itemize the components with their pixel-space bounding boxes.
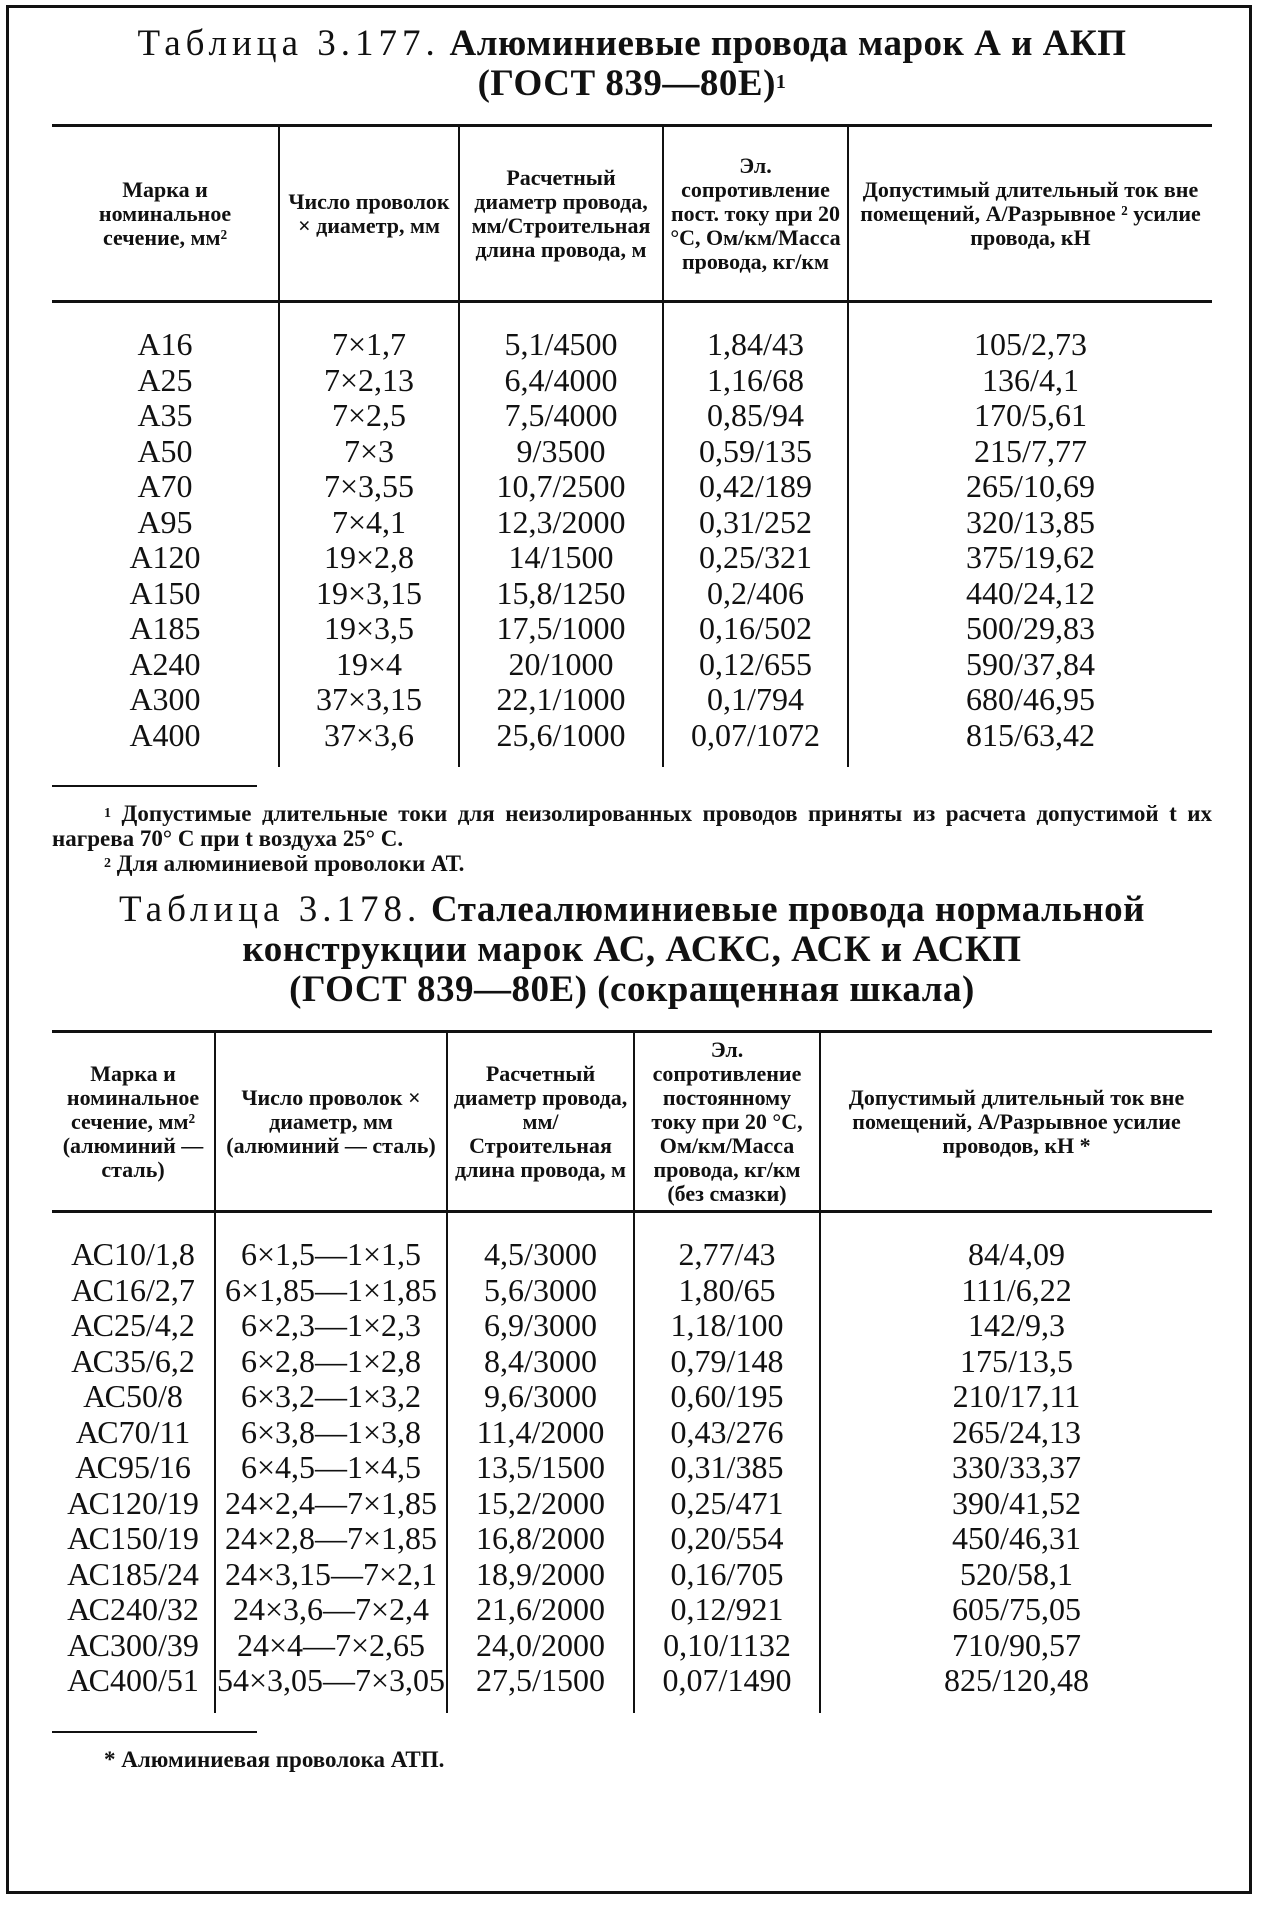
table-177-cell-current: 500/29,83 <box>848 611 1212 647</box>
table-177-header-resistance: Эл. сопротивление пост. току при 20 °С, Ом/км/Масса провода, кг/км <box>663 126 848 302</box>
table-178-header-mark: Марка и номинальное сечение, мм² (алюминий — сталь) <box>62 1060 204 1182</box>
table-178-cell-mark: АС50/8 <box>83 1378 183 1414</box>
table-178-row <box>52 1663 1212 1699</box>
table-177-cell-resistance: 0,31/252 <box>663 505 848 541</box>
table-178-cell-current: 175/13,5 <box>820 1344 1212 1380</box>
table-178-cell-wires: 6×3,8—1×3,8 <box>215 1415 447 1451</box>
table-177-cell-wires: 7×2,13 <box>279 363 459 399</box>
table-177-cell-current: 170/5,61 <box>848 398 1212 434</box>
table-178-cell-diameter: 24,0/2000 <box>447 1628 634 1664</box>
table-178-row <box>52 1379 1212 1415</box>
table-177-cell-current: 265/10,69 <box>848 469 1212 505</box>
table-177-header-mark: Марка и номинальное сечение, мм² <box>98 176 232 250</box>
table-178-cell-resistance: 1,18/100 <box>634 1308 820 1344</box>
table-178-cell-wires: 6×4,5—1×4,5 <box>215 1450 447 1486</box>
table-178-title-line-2: конструкции марок АС, АСКС, АСК и АСКП <box>242 929 1022 970</box>
table-178-cell-current: 265/24,13 <box>820 1415 1212 1451</box>
page-frame <box>6 5 1252 1894</box>
table-178-row <box>52 1557 1212 1593</box>
table-177-label: Таблица 3.177. <box>137 23 440 64</box>
table-178-row <box>52 1628 1212 1664</box>
table-177-cell-resistance: 0,25/321 <box>663 540 848 576</box>
table-177-cell-mark: А150 <box>129 574 201 611</box>
table-177-row <box>52 576 1212 612</box>
table-177-row <box>52 363 1212 399</box>
table-178-cell-resistance: 0,16/705 <box>634 1557 820 1593</box>
table-178-cell-mark: АС150/19 <box>67 1520 199 1556</box>
table-177-footnote-1-text: Допустимые длительные токи для неизолированных проводов приняты из расчета допустимой t их нагрева 70° С при t воздуха 25° С. <box>52 801 1212 851</box>
table-178-cell-resistance: 0,31/385 <box>634 1450 820 1486</box>
table-177-cell-mark: А95 <box>137 503 193 540</box>
table-177-cell-current: 590/37,84 <box>848 647 1212 683</box>
table-178-cell-mark: АС10/1,8 <box>71 1236 195 1272</box>
table-177-cell-resistance: 0,59/135 <box>663 434 848 470</box>
table-177-cell-diameter: 10,7/2500 <box>459 469 663 505</box>
table-177-title: Алюминиевые провода марок А и АКП <box>449 23 1127 64</box>
table-177-cell-wires: 7×4,1 <box>279 505 459 541</box>
table-178 <box>52 1030 1212 1713</box>
table-178-cell-current: 142/9,3 <box>820 1308 1212 1344</box>
table-178-footnotes <box>52 1747 1212 1772</box>
table-178-cell-mark: АС70/11 <box>75 1413 191 1450</box>
table-178-cell-mark: АС300/39 <box>67 1626 199 1663</box>
table-178-cell-diameter: 9,6/3000 <box>447 1379 634 1415</box>
table-178-cell-diameter: 6,9/3000 <box>447 1308 634 1344</box>
table-178-footnote: * Алюминиевая проволока АТП. <box>104 1746 445 1772</box>
table-178-cell-current: 520/58,1 <box>820 1557 1212 1593</box>
table-178-cell-resistance: 1,80/65 <box>634 1273 820 1309</box>
table-178-row <box>52 1521 1212 1557</box>
table-177-cell-wires: 19×4 <box>279 647 459 683</box>
table-178-cell-wires: 6×2,8—1×2,8 <box>215 1344 447 1380</box>
table-178-cell-current: 710/90,57 <box>820 1628 1212 1664</box>
table-178-caption <box>52 890 1212 1010</box>
table-177-row <box>52 611 1212 647</box>
table-178-cell-current: 330/33,37 <box>820 1450 1212 1486</box>
table-177-cell-wires: 37×3,6 <box>279 718 459 754</box>
table-178-cell-wires: 24×3,6—7×2,4 <box>215 1592 447 1628</box>
table-178-cell-diameter: 8,4/3000 <box>447 1344 634 1380</box>
table-177-cell-current: 375/19,62 <box>848 540 1212 576</box>
table-178-row <box>52 1344 1212 1380</box>
table-178-cell-wires: 24×2,8—7×1,85 <box>215 1521 447 1557</box>
table-177-cell-current: 105/2,73 <box>848 327 1212 363</box>
table-177-row <box>52 469 1212 505</box>
table-178-row <box>52 1415 1212 1451</box>
table-177-cell-current: 815/63,42 <box>848 718 1212 754</box>
table-178-cell-wires: 54×3,05—7×3,05 <box>216 1662 446 1698</box>
table-178-spacer-bottom <box>52 1699 1212 1713</box>
table-178-cell-resistance: 0,07/1490 <box>634 1663 820 1699</box>
table-177-cell-resistance: 0,42/189 <box>663 469 848 505</box>
table-177-caption <box>52 24 1212 104</box>
table-177-cell-resistance: 1,84/43 <box>663 327 848 363</box>
table-178-cell-diameter: 4,5/3000 <box>447 1237 634 1273</box>
table-177-row <box>52 398 1212 434</box>
table-177-cell-mark: А16 <box>137 326 193 362</box>
table-178-title-line-1: Сталеалюминиевые провода нормальной <box>430 889 1146 930</box>
table-177-cell-diameter: 15,8/1250 <box>459 576 663 612</box>
table-177-cell-resistance: 1,16/68 <box>663 363 848 399</box>
table-177-row <box>52 434 1212 470</box>
table-177-footnote-2-text: Для алюминиевой проволоки АТ. <box>116 851 465 876</box>
table-178-cell-mark: АС400/51 <box>67 1662 199 1698</box>
table-177-body <box>52 302 1212 768</box>
table-177-spacer-top <box>52 302 1212 328</box>
table-178-cell-current: 605/75,05 <box>820 1592 1212 1628</box>
table-177-cell-wires: 7×2,5 <box>279 398 459 434</box>
table-178-cell-resistance: 0,79/148 <box>634 1344 820 1380</box>
table-178-cell-mark: АС240/32 <box>67 1591 199 1627</box>
table-178-cell-resistance: 0,25/471 <box>634 1486 820 1522</box>
table-178-cell-resistance: 0,10/1132 <box>634 1628 820 1664</box>
table-177-cell-current: 136/4,1 <box>848 363 1212 399</box>
table-177-header-wires: Число проволок × диаметр, мм <box>279 126 459 302</box>
table-178-footnote-rule <box>52 1731 257 1733</box>
table-178-row <box>52 1308 1212 1344</box>
table-177-cell-mark: А120 <box>129 539 201 575</box>
table-177-cell-diameter: 7,5/4000 <box>459 398 663 434</box>
table-178-cell-diameter: 15,2/2000 <box>447 1486 634 1522</box>
table-177-cell-resistance: 0,16/502 <box>663 611 848 647</box>
table-177-row <box>52 718 1212 754</box>
table-178-cell-resistance: 2,77/43 <box>634 1237 820 1273</box>
table-177-cell-mark: А300 <box>129 681 201 717</box>
table-177-footnotes <box>52 801 1212 876</box>
table-177-footnote-1 <box>52 801 1212 851</box>
table-177-cell-wires: 19×3,15 <box>279 576 459 612</box>
table-177-gost: (ГОСТ 839—80Е) <box>477 63 776 104</box>
table-177-cell-current: 215/7,77 <box>848 434 1212 470</box>
table-177-footnote-ref: 1 <box>775 71 787 93</box>
table-178-header-resistance: Эл. сопротивление постоянному току при 20 °С, Ом/км/Масса провода, кг/км (без смазки) <box>634 1032 820 1212</box>
table-177-cell-diameter: 17,5/1000 <box>459 611 663 647</box>
table-177-cell-mark: А400 <box>129 716 201 753</box>
table-177-cell-resistance: 0,85/94 <box>663 398 848 434</box>
table-178-cell-resistance: 0,12/921 <box>634 1592 820 1628</box>
table-177-header-row <box>52 126 1212 302</box>
table-178-cell-diameter: 16,8/2000 <box>447 1521 634 1557</box>
table-178-cell-diameter: 27,5/1500 <box>447 1663 634 1699</box>
table-178-cell-mark: АС35/6,2 <box>71 1342 195 1379</box>
table-177-cell-diameter: 6,4/4000 <box>459 363 663 399</box>
table-177-cell-current: 680/46,95 <box>848 682 1212 718</box>
table-177-cell-diameter: 14/1500 <box>459 540 663 576</box>
table-177-cell-wires: 19×2,8 <box>279 540 459 576</box>
table-178-header-diameter: Расчетный диаметр провода, мм/Строительная длина провода, м <box>447 1032 634 1212</box>
table-177-cell-mark: А50 <box>137 432 193 469</box>
table-178-cell-current: 210/17,11 <box>820 1379 1212 1415</box>
table-177-cell-current: 320/13,85 <box>848 505 1212 541</box>
table-178-body <box>52 1212 1212 1713</box>
table-177-row <box>52 327 1212 363</box>
table-178-cell-diameter: 13,5/1500 <box>447 1450 634 1486</box>
table-178-cell-current: 450/46,31 <box>820 1521 1212 1557</box>
table-177-cell-diameter: 20/1000 <box>459 647 663 683</box>
table-177-header-current: Допустимый длительный ток вне помещений, А/Разрывное ² усилие провода, кН <box>848 126 1212 302</box>
table-178-cell-current: 825/120,48 <box>820 1663 1212 1699</box>
table-178-cell-wires: 24×2,4—7×1,85 <box>215 1486 447 1522</box>
table-177-row <box>52 540 1212 576</box>
table-177-cell-resistance: 0,1/794 <box>663 682 848 718</box>
table-177-cell-mark: А185 <box>129 610 201 646</box>
table-178-cell-current: 84/4,09 <box>820 1237 1212 1273</box>
table-178-row <box>52 1486 1212 1522</box>
table-177-cell-wires: 7×1,7 <box>279 327 459 363</box>
table-178-cell-diameter: 11,4/2000 <box>447 1415 634 1451</box>
table-177-cell-resistance: 0,12/655 <box>663 647 848 683</box>
table-178-label: Таблица 3.178. <box>118 889 422 930</box>
page-content <box>52 8 1212 1772</box>
table-177-cell-mark: А25 <box>137 361 193 398</box>
table-177 <box>52 124 1212 767</box>
table-177-cell-wires: 19×3,5 <box>279 611 459 647</box>
table-177-cell-resistance: 0,2/406 <box>663 576 848 612</box>
table-178-cell-mark: АС185/24 <box>67 1555 199 1592</box>
table-177-cell-mark: А240 <box>129 645 201 682</box>
table-177-cell-mark: А70 <box>137 468 193 504</box>
table-178-spacer-top <box>52 1212 1212 1238</box>
table-178-cell-resistance: 0,43/276 <box>634 1415 820 1451</box>
table-178-cell-diameter: 5,6/3000 <box>447 1273 634 1309</box>
table-178-row <box>52 1237 1212 1273</box>
table-178-cell-wires: 24×3,15—7×2,1 <box>215 1557 447 1593</box>
table-177-spacer-bottom <box>52 753 1212 767</box>
table-177-row <box>52 505 1212 541</box>
table-178-title-line-3: (ГОСТ 839—80Е) (сокращенная шкала) <box>289 969 975 1010</box>
table-178-cell-mark: АС25/4,2 <box>71 1307 195 1343</box>
table-177-footnote-2-mark: 2 <box>104 856 111 871</box>
table-178-cell-wires: 24×4—7×2,65 <box>215 1628 447 1664</box>
table-178-header-row <box>52 1032 1212 1212</box>
table-177-footnote-2 <box>52 851 1212 876</box>
table-178-cell-wires: 6×1,85—1×1,85 <box>215 1273 447 1309</box>
table-177-cell-diameter: 22,1/1000 <box>459 682 663 718</box>
table-178-header-wires: Число проволок × диаметр, мм (алюминий — сталь) <box>215 1032 447 1212</box>
table-177-cell-current: 440/24,12 <box>848 576 1212 612</box>
table-177-cell-diameter: 5,1/4500 <box>459 327 663 363</box>
table-177-cell-resistance: 0,07/1072 <box>663 718 848 754</box>
table-177-row <box>52 647 1212 683</box>
table-177-cell-wires: 7×3 <box>279 434 459 470</box>
table-177-cell-mark: А35 <box>137 397 193 433</box>
table-177-cell-wires: 37×3,15 <box>279 682 459 718</box>
table-178-header-current: Допустимый длительный ток вне помещений, А/Разрывное усилие проводов, кН * <box>820 1032 1212 1212</box>
table-178-cell-wires: 6×2,3—1×2,3 <box>215 1308 447 1344</box>
table-178-cell-resistance: 0,20/554 <box>634 1521 820 1557</box>
table-178-cell-current: 390/41,52 <box>820 1486 1212 1522</box>
table-178-cell-mark: АС95/16 <box>75 1449 191 1485</box>
table-177-footnote-1-mark: 1 <box>104 806 111 821</box>
table-177-cell-diameter: 9/3500 <box>459 434 663 470</box>
table-178-row <box>52 1592 1212 1628</box>
table-178-cell-diameter: 18,9/2000 <box>447 1557 634 1593</box>
table-178-cell-wires: 6×3,2—1×3,2 <box>215 1379 447 1415</box>
table-178-cell-diameter: 21,6/2000 <box>447 1592 634 1628</box>
table-178-cell-mark: АС120/19 <box>67 1484 199 1521</box>
table-178-cell-resistance: 0,60/195 <box>634 1379 820 1415</box>
table-178-cell-wires: 6×1,5—1×1,5 <box>215 1237 447 1273</box>
table-177-header-diameter: Расчетный диаметр провода, мм/Строительная длина провода, м <box>459 126 663 302</box>
table-178-cell-mark: АС16/2,7 <box>71 1271 195 1308</box>
table-177-row <box>52 682 1212 718</box>
table-177-cell-diameter: 12,3/2000 <box>459 505 663 541</box>
table-178-cell-current: 111/6,22 <box>820 1273 1212 1309</box>
table-178-row <box>52 1450 1212 1486</box>
table-177-cell-wires: 7×3,55 <box>279 469 459 505</box>
table-178-row <box>52 1273 1212 1309</box>
table-177-footnote-rule <box>52 785 257 787</box>
table-177-cell-diameter: 25,6/1000 <box>459 718 663 754</box>
